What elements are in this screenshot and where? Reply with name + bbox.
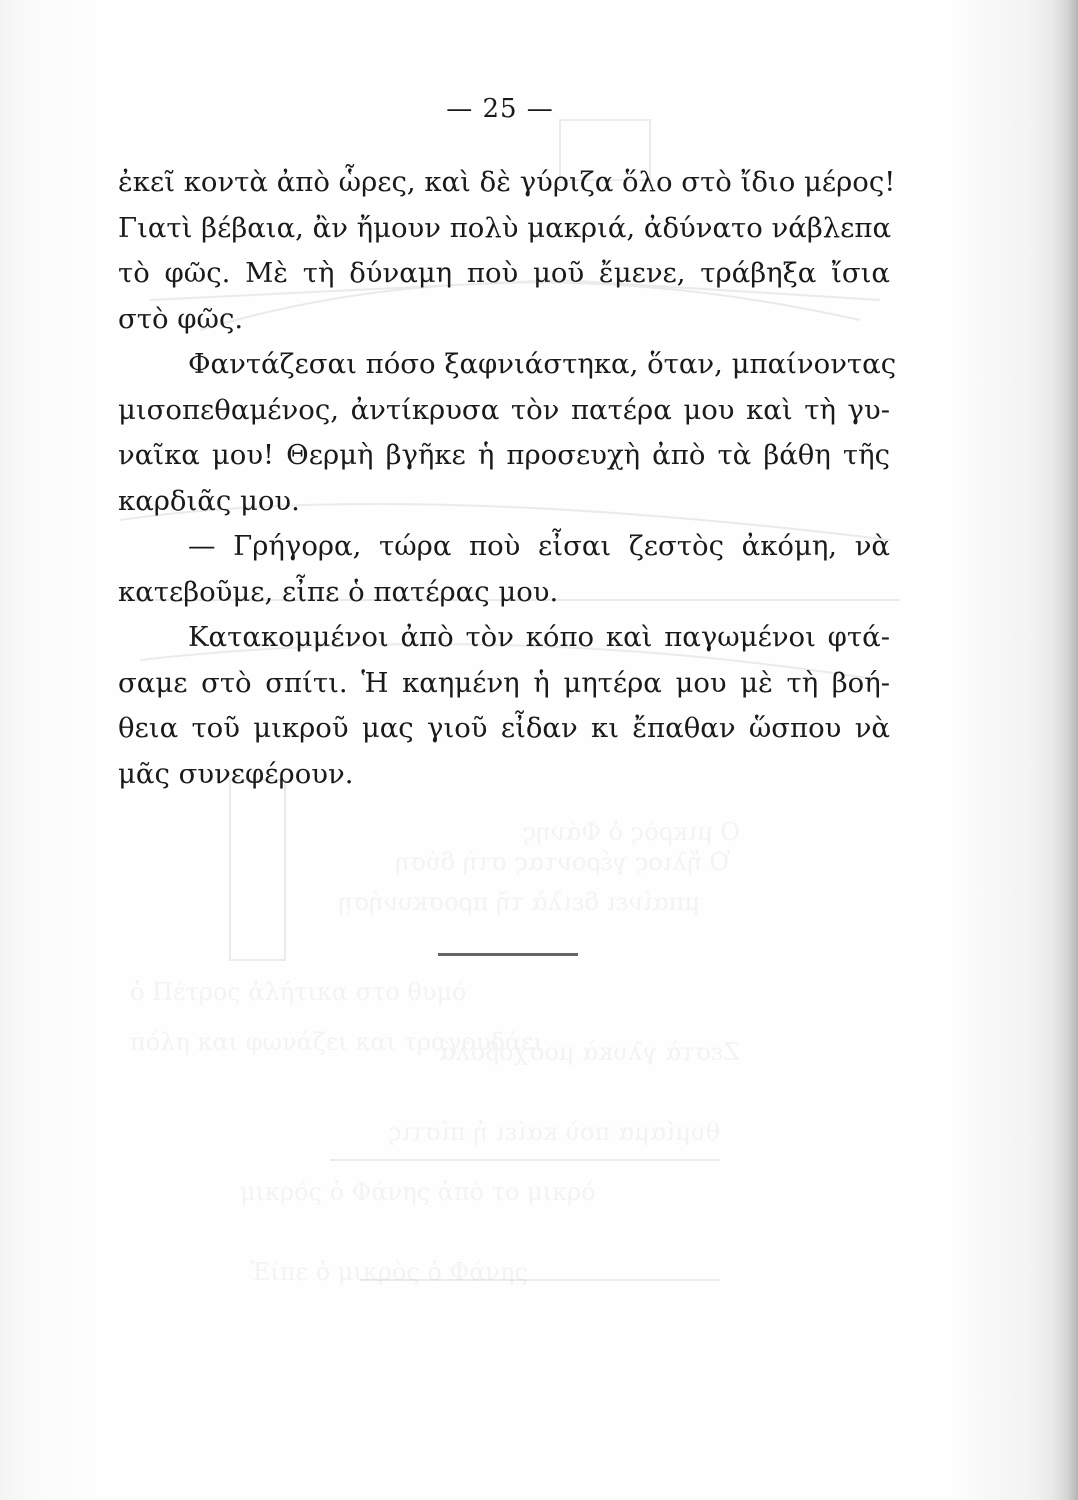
section-end-rule — [438, 953, 578, 956]
text-line: ναῖκα μου! Θερμὴ βγῆκε ἡ προσευχὴ ἀπὸ τὰ βάθη τῆς — [118, 439, 890, 471]
svg-text:Ὁ ἥλιος γέροντας στὴ δύση: Ὁ ἥλιος γέροντας στὴ δύση — [395, 848, 730, 876]
svg-text:Ἐίπε ὁ μικρὸς ὁ Φάνης: Ἐίπε ὁ μικρὸς ὁ Φάνης — [250, 1258, 528, 1286]
svg-text:μικρός ὁ Φάνης ἀπὸ το μικρό: μικρός ὁ Φάνης ἀπὸ το μικρό — [240, 1178, 596, 1206]
text-line: κατεβοῦμε, εἶπε ὁ πατέρας μου. — [118, 575, 559, 608]
text-line: τὸ φῶς. Μὲ τὴ δύναμη ποὺ μοῦ ἔμενε, τράβηξα ἴσια — [118, 257, 890, 289]
body-text — [118, 160, 897, 797]
text-line: Κατακομμένοι ἀπὸ τὸν κόπο καὶ παγωμένοι φτά- — [188, 621, 890, 653]
text-line: καρδιᾶς μου. — [118, 484, 300, 517]
spine-shadow — [1052, 0, 1078, 1500]
text-line: ἐκεῖ κοντὰ ἀπὸ ὧρες, καὶ δὲ γύριζα ὅλο στὸ ἴδιο μέρος! — [118, 166, 896, 198]
svg-text:μπαίνει δειλὰ τῆ προσκυνήσῃ: μπαίνει δειλὰ τῆ προσκυνήσῃ — [338, 888, 700, 916]
text-line: σαμε στὸ σπίτι. Ἡ καημένη ἡ μητέρα μου μὲ τὴ βοή- — [118, 666, 890, 699]
svg-text:πόλη και φωνάζει και τραγουδάε: πόλη και φωνάζει και τραγουδάει — [130, 1028, 544, 1056]
text-line: — Γρήγορα, τώρα ποὺ εἶσαι ζεστὸς ἀκόμη, νὰ — [188, 530, 890, 562]
svg-text:Ζεστὰ γλυκὰ μοσχοβολά: Ζεστὰ γλυκὰ μοσχοβολά — [439, 1038, 740, 1066]
text-line: Φαντάζεσαι πόσο ξαφνιάστηκα, ὅταν, μπαίνοντας — [188, 348, 897, 380]
text-line: Γιατὶ βέβαια, ἂν ἤμουν πολὺ μακριά, ἀδύνατο νάβλεπα — [118, 211, 892, 244]
svg-text:ὁ Πέτρος ἀλήτικα στο θυμό: ὁ Πέτρος ἀλήτικα στο θυμό — [130, 978, 467, 1006]
svg-text:Ο μικρὸς ὁ Φάνης: Ο μικρὸς ὁ Φάνης — [522, 818, 740, 846]
text-line: μισοπεθαμένος, ἀντίκρυσα τὸν πατέρα μου καὶ τὴ γυ- — [118, 393, 890, 426]
text-line: μᾶς συνεφέρουν. — [118, 757, 354, 790]
svg-text:θυμίαμα ποὺ καίει ἡ πίστις: θυμίαμα ποὺ καίει ἡ πίστις — [388, 1118, 720, 1146]
text-line: στὸ φῶς. — [118, 302, 244, 335]
text-line: θεια τοῦ μικροῦ μας γιοῦ εἶδαν κι ἔπαθαν ὥσπου νὰ — [118, 712, 890, 744]
page-number: — 25 — — [446, 94, 554, 124]
